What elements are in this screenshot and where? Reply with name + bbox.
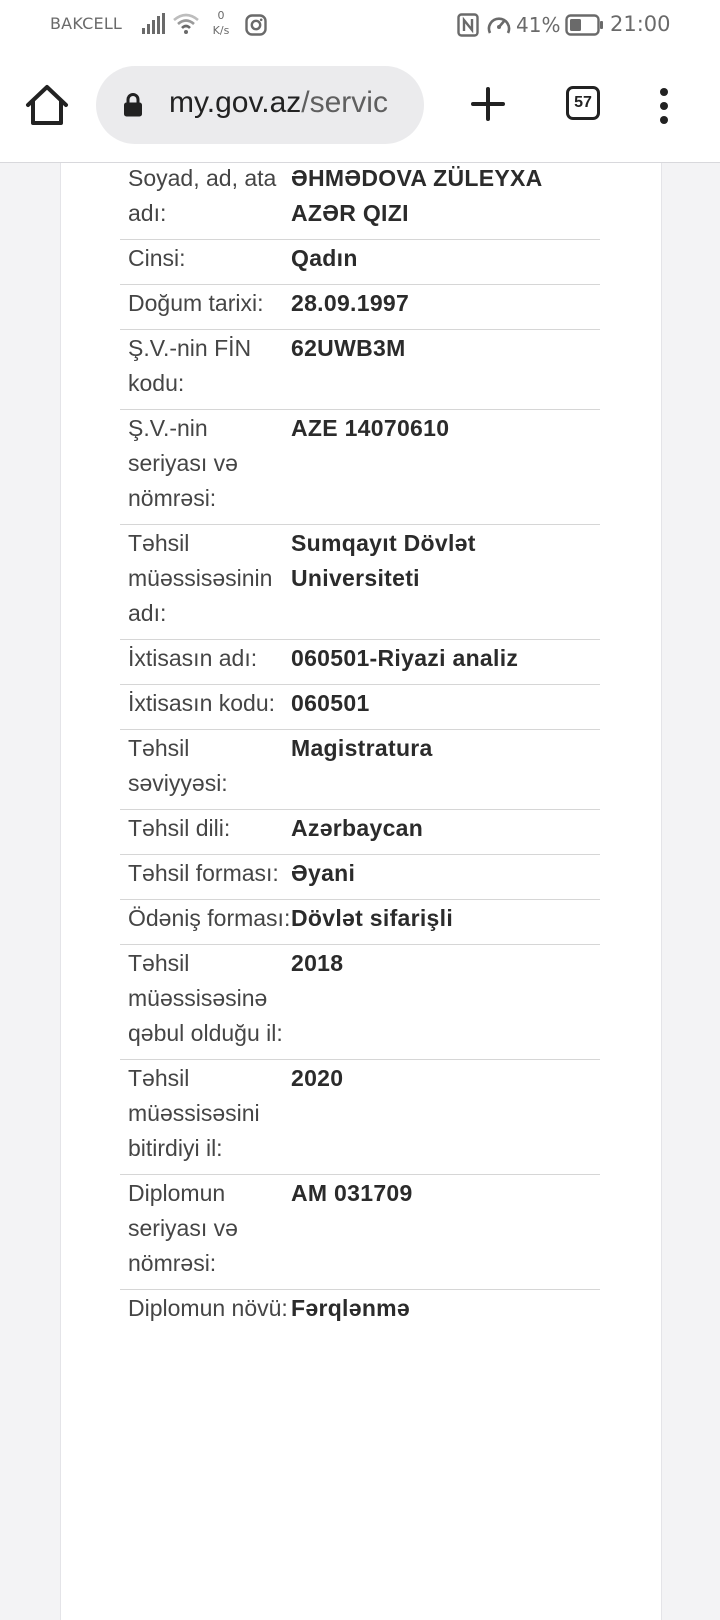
- row-label: Təhsil müəssisəsini bitirdiyi il:: [128, 1065, 260, 1161]
- table-row: [120, 1060, 600, 1175]
- lock-icon: [123, 92, 143, 123]
- row-label: Cinsi:: [128, 245, 186, 271]
- row-label: Ş.V.-nin seriyası və nömrəsi:: [128, 415, 238, 511]
- row-label: Təhsil forması:: [128, 860, 279, 886]
- row-value: ƏHMƏDOVA ZÜLEYXA AZƏR QIZI: [291, 165, 542, 226]
- row-value: Magistratura: [291, 735, 433, 761]
- nfc-icon: [457, 13, 479, 41]
- table-row: [120, 160, 600, 240]
- table-row: [120, 525, 600, 640]
- row-label: Soyad, ad, ata adı:: [128, 165, 277, 226]
- net-speed: [208, 8, 234, 38]
- table-row: [120, 330, 600, 410]
- status-bar: [0, 0, 720, 50]
- table-row: [120, 410, 600, 525]
- row-label: Təhsil müəssisəsinin adı:: [128, 530, 273, 626]
- table-row: [120, 1175, 600, 1290]
- more-options-button[interactable]: [652, 88, 676, 124]
- clock: 21:00: [610, 12, 671, 36]
- table-row: [120, 1290, 600, 1334]
- plus-icon: [470, 86, 506, 122]
- row-label: Təhsil müəssisəsinə qəbul olduğu il:: [128, 950, 283, 1046]
- row-value: Sumqayıt Dövlət Universiteti: [291, 530, 476, 591]
- tab-switcher-button[interactable]: 57: [566, 86, 600, 120]
- row-label: Ödəniş forması:: [128, 905, 291, 931]
- address-bar[interactable]: [96, 66, 424, 144]
- home-icon: [24, 84, 70, 126]
- table-row: [120, 285, 600, 330]
- row-value: 62UWB3M: [291, 335, 406, 361]
- url-text[interactable]: [169, 86, 388, 120]
- row-value: Dövlət sifarişli: [291, 905, 454, 931]
- row-label: Təhsil dili:: [128, 815, 231, 841]
- row-label: Diplomun seriyası və nömrəsi:: [128, 1180, 238, 1276]
- row-value: 2018: [291, 950, 344, 976]
- url-host: my.gov.az: [169, 86, 302, 119]
- table-row: [120, 685, 600, 730]
- row-label: Təhsil səviyyəsi:: [128, 735, 228, 796]
- net-speed-unit: K/s: [212, 24, 230, 37]
- browser-chrome: [0, 0, 720, 163]
- row-value: Fərqlənmə: [291, 1295, 411, 1321]
- row-label: İxtisasın adı:: [128, 645, 258, 671]
- battery-percent: 41%: [516, 13, 561, 37]
- carrier-label: BAKCELL: [50, 14, 123, 33]
- row-label: Doğum tarixi:: [128, 290, 264, 316]
- net-speed-value: 0: [217, 9, 225, 22]
- instagram-icon: [245, 14, 267, 40]
- row-value: Qadın: [291, 245, 358, 271]
- row-value: 060501-Riyazi analiz: [291, 645, 519, 671]
- row-label: İxtisasın kodu:: [128, 690, 276, 716]
- table-row: [120, 855, 600, 900]
- url-path: /servic: [301, 86, 388, 119]
- row-value: AZE 14070610: [291, 415, 450, 441]
- battery-icon: [565, 14, 605, 40]
- row-label: Diplomun növü:: [128, 1295, 288, 1321]
- speedometer-icon: [486, 13, 512, 41]
- signal-icon: [142, 13, 166, 39]
- row-value: 060501: [291, 690, 370, 716]
- details-table: [120, 160, 600, 1334]
- new-tab-button[interactable]: [470, 86, 506, 122]
- row-value: Əyani: [291, 860, 356, 886]
- more-vert-icon: [652, 88, 676, 124]
- table-row: [120, 730, 600, 810]
- wifi-icon: [173, 13, 199, 39]
- row-value: AM 031709: [291, 1180, 413, 1206]
- home-button[interactable]: [24, 84, 70, 126]
- row-value: 28.09.1997: [291, 290, 410, 316]
- table-row: [120, 640, 600, 685]
- table-row: [120, 945, 600, 1060]
- table-row: [120, 900, 600, 945]
- table-row: [120, 810, 600, 855]
- row-value: 2020: [291, 1065, 344, 1091]
- row-label: Ş.V.-nin FİN kodu:: [128, 335, 252, 396]
- table-row: [120, 240, 600, 285]
- row-value: Azərbaycan: [291, 815, 424, 841]
